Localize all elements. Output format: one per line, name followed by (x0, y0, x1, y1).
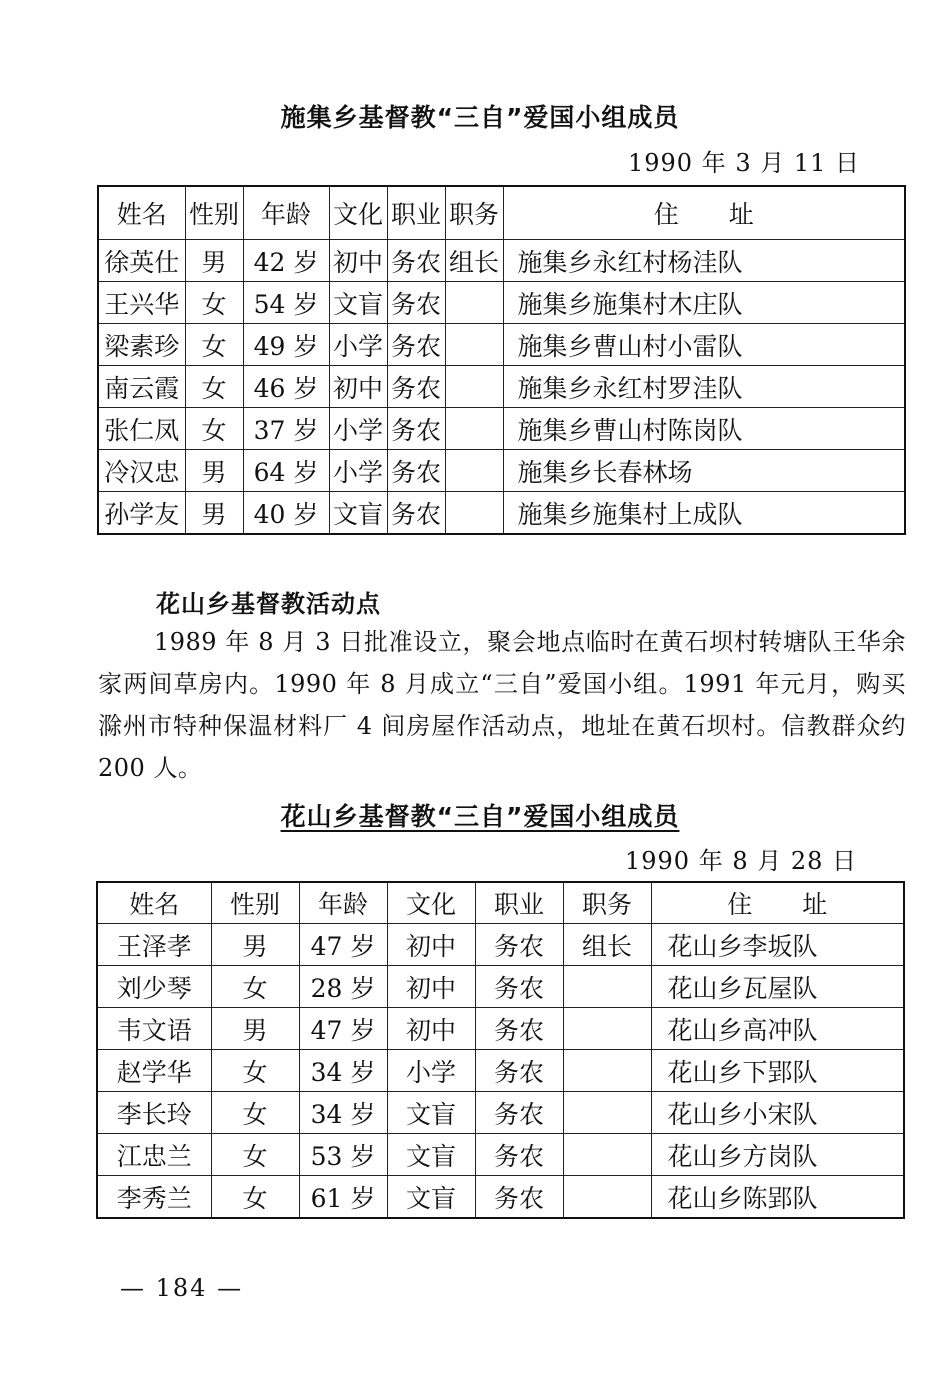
cell-position (563, 1176, 651, 1219)
cell-education: 初中 (329, 240, 387, 282)
table-row (97, 1134, 904, 1176)
header-age: 年龄 (299, 882, 387, 924)
cell-occupation: 务农 (387, 282, 445, 324)
cell-age: 42 岁 (243, 240, 329, 282)
cell-gender: 男 (185, 450, 243, 492)
header-age: 年龄 (243, 186, 329, 240)
cell-address: 施集乡曹山村小雷队 (503, 324, 905, 366)
table-row (97, 1176, 904, 1219)
cell-education: 小学 (329, 408, 387, 450)
cell-occupation: 务农 (387, 324, 445, 366)
cell-age: 34 岁 (299, 1050, 387, 1092)
table-row (97, 966, 904, 1008)
table-row (98, 240, 905, 282)
section2-date: 1990 年 8 月 28 日 (625, 847, 858, 875)
cell-education: 文盲 (387, 1092, 475, 1134)
cell-education: 初中 (387, 1008, 475, 1050)
cell-name: 徐英仕 (98, 240, 185, 282)
cell-name: 冷汉忠 (98, 450, 185, 492)
cell-name: 韦文语 (97, 1008, 211, 1050)
cell-occupation: 务农 (387, 492, 445, 535)
cell-address: 施集乡长春林场 (503, 450, 905, 492)
cell-name: 孙学友 (98, 492, 185, 535)
header-education: 文化 (387, 882, 475, 924)
cell-name: 南云霞 (98, 366, 185, 408)
cell-position: 组长 (445, 240, 503, 282)
cell-position (445, 366, 503, 408)
cell-occupation: 务农 (387, 408, 445, 450)
table-row (98, 324, 905, 366)
cell-age: 46 岁 (243, 366, 329, 408)
cell-education: 初中 (329, 366, 387, 408)
cell-education: 文盲 (329, 282, 387, 324)
cell-occupation: 务农 (475, 966, 563, 1008)
cell-position: 组长 (563, 924, 651, 966)
cell-education: 初中 (387, 966, 475, 1008)
cell-age: 37 岁 (243, 408, 329, 450)
cell-gender: 女 (211, 1176, 299, 1219)
cell-position (563, 1008, 651, 1050)
header-position: 职务 (563, 882, 651, 924)
header-gender: 性别 (211, 882, 299, 924)
cell-position (445, 408, 503, 450)
cell-address: 花山乡李坂队 (651, 924, 904, 966)
cell-gender: 男 (211, 1008, 299, 1050)
cell-position (445, 450, 503, 492)
cell-age: 64 岁 (243, 450, 329, 492)
cell-age: 53 岁 (299, 1134, 387, 1176)
section1-title: 施集乡基督教“三自”爱国小组成员 (280, 103, 680, 132)
cell-occupation: 务农 (387, 240, 445, 282)
shiji-members-table (97, 185, 906, 535)
header-position: 职务 (445, 186, 503, 240)
header-name: 姓名 (98, 186, 185, 240)
cell-age: 34 岁 (299, 1092, 387, 1134)
table-row (97, 1008, 904, 1050)
cell-position (563, 1092, 651, 1134)
cell-address: 施集乡永红村杨洼队 (503, 240, 905, 282)
cell-name: 赵学华 (97, 1050, 211, 1092)
table-header-row (97, 882, 904, 924)
section2-title: 花山乡基督教“三自”爱国小组成员 (280, 802, 680, 831)
section2-paragraph (98, 621, 906, 789)
cell-occupation: 务农 (475, 1008, 563, 1050)
cell-education: 初中 (387, 924, 475, 966)
header-education: 文化 (329, 186, 387, 240)
cell-gender: 女 (185, 366, 243, 408)
paragraph-text: 1989 年 8 月 3 日批准设立，聚会地点临时在黄石坝村转塘队王华余家两间草房内。1990 年 8 月成立“三自”爱国小组。1991 年元月，购买滁州市特种保温材料厂 4 间房屋作活动点，地址在黄石坝村。信教群众约 200 人。 (98, 628, 906, 782)
cell-name: 张仁凤 (98, 408, 185, 450)
page-number: — 184 — (120, 1274, 244, 1302)
header-address: 住 址 (503, 186, 905, 240)
cell-occupation: 务农 (387, 366, 445, 408)
cell-gender: 女 (211, 1092, 299, 1134)
cell-address: 花山乡小宋队 (651, 1092, 904, 1134)
header-address: 住 址 (651, 882, 904, 924)
cell-education: 小学 (387, 1050, 475, 1092)
cell-occupation: 务农 (475, 1092, 563, 1134)
cell-gender: 女 (185, 408, 243, 450)
cell-position (445, 324, 503, 366)
cell-gender: 男 (185, 492, 243, 535)
cell-occupation: 务农 (387, 450, 445, 492)
table-row (98, 408, 905, 450)
cell-age: 49 岁 (243, 324, 329, 366)
cell-education: 文盲 (387, 1176, 475, 1219)
table-row (97, 1092, 904, 1134)
cell-position (445, 282, 503, 324)
cell-education: 小学 (329, 450, 387, 492)
cell-age: 54 岁 (243, 282, 329, 324)
huashan-members-table (96, 881, 905, 1219)
cell-gender: 男 (185, 240, 243, 282)
cell-name: 李秀兰 (97, 1176, 211, 1219)
cell-gender: 女 (185, 282, 243, 324)
cell-age: 40 岁 (243, 492, 329, 535)
cell-age: 28 岁 (299, 966, 387, 1008)
cell-address: 花山乡陈郢队 (651, 1176, 904, 1219)
cell-name: 梁素珍 (98, 324, 185, 366)
cell-address: 花山乡方岗队 (651, 1134, 904, 1176)
table-header-row (98, 186, 905, 240)
cell-address: 花山乡高冲队 (651, 1008, 904, 1050)
cell-occupation: 务农 (475, 1134, 563, 1176)
cell-address: 施集乡施集村上成队 (503, 492, 905, 535)
cell-address: 施集乡曹山村陈岗队 (503, 408, 905, 450)
cell-gender: 女 (185, 324, 243, 366)
table-row (98, 282, 905, 324)
cell-education: 小学 (329, 324, 387, 366)
cell-address: 施集乡施集村木庄队 (503, 282, 905, 324)
header-name: 姓名 (97, 882, 211, 924)
cell-name: 江忠兰 (97, 1134, 211, 1176)
cell-position (563, 1134, 651, 1176)
cell-occupation: 务农 (475, 1176, 563, 1219)
header-gender: 性别 (185, 186, 243, 240)
table-row (98, 492, 905, 535)
cell-address: 施集乡永红村罗洼队 (503, 366, 905, 408)
table-row (97, 1050, 904, 1092)
table-row (97, 924, 904, 966)
cell-name: 王泽孝 (97, 924, 211, 966)
cell-gender: 女 (211, 1050, 299, 1092)
cell-address: 花山乡下郢队 (651, 1050, 904, 1092)
table-row (98, 366, 905, 408)
header-occupation: 职业 (475, 882, 563, 924)
cell-position (563, 966, 651, 1008)
section1-date: 1990 年 3 月 11 日 (628, 149, 861, 177)
section2-heading: 花山乡基督教活动点 (156, 590, 381, 618)
cell-education: 文盲 (387, 1134, 475, 1176)
cell-position (563, 1050, 651, 1092)
cell-occupation: 务农 (475, 924, 563, 966)
cell-education: 文盲 (329, 492, 387, 535)
cell-position (445, 492, 503, 535)
cell-gender: 男 (211, 924, 299, 966)
cell-age: 47 岁 (299, 1008, 387, 1050)
cell-age: 61 岁 (299, 1176, 387, 1219)
cell-gender: 女 (211, 966, 299, 1008)
cell-occupation: 务农 (475, 1050, 563, 1092)
cell-gender: 女 (211, 1134, 299, 1176)
cell-address: 花山乡瓦屋队 (651, 966, 904, 1008)
cell-name: 刘少琴 (97, 966, 211, 1008)
header-occupation: 职业 (387, 186, 445, 240)
table-row (98, 450, 905, 492)
cell-age: 47 岁 (299, 924, 387, 966)
cell-name: 王兴华 (98, 282, 185, 324)
cell-name: 李长玲 (97, 1092, 211, 1134)
